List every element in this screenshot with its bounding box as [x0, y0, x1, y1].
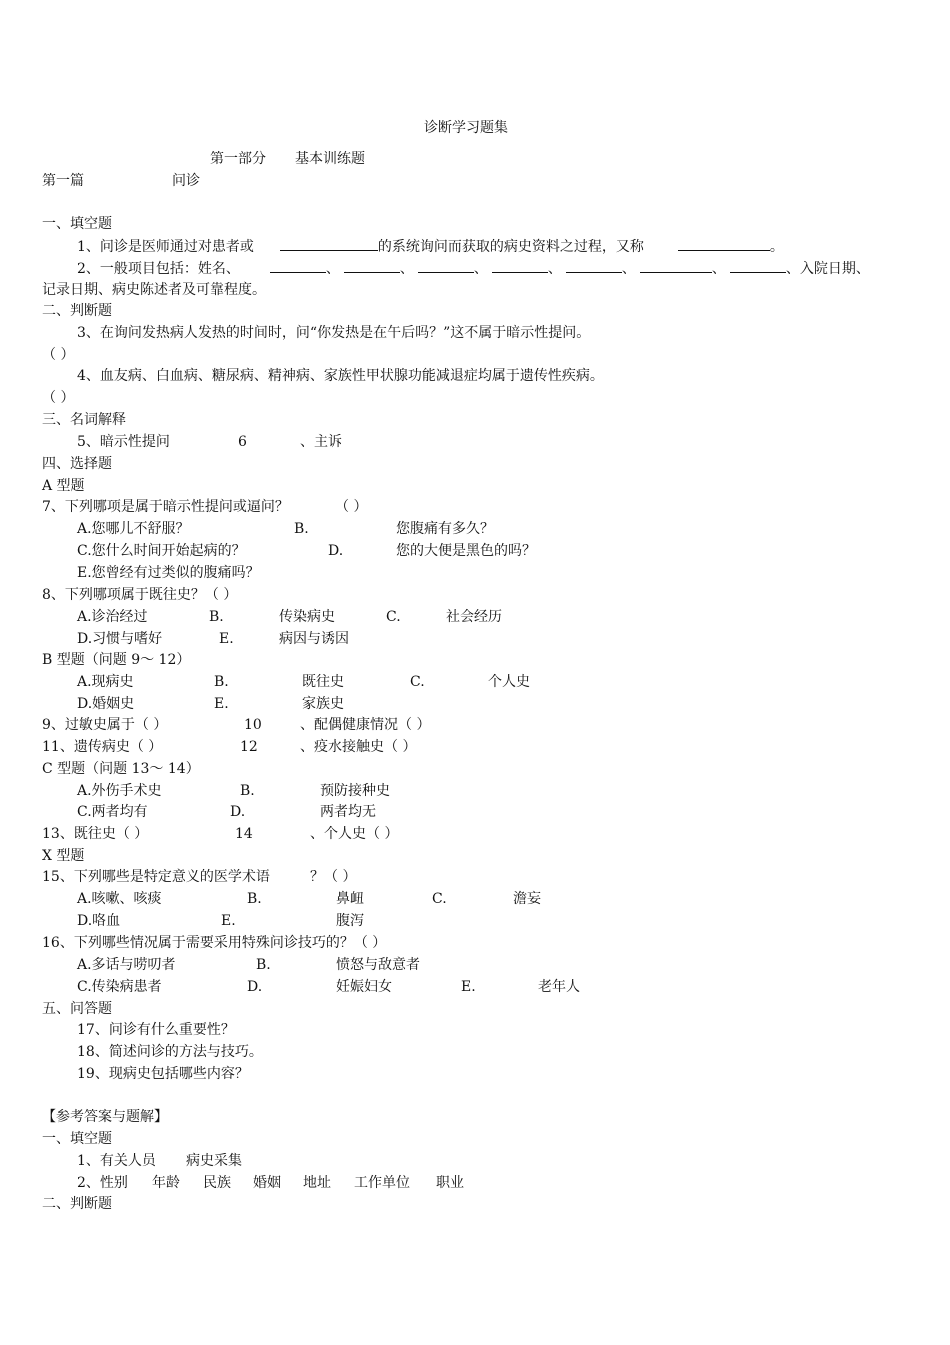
question-15: 15、下列哪些是特定意义的医学术语	[42, 869, 270, 885]
section-heading: 二、判断题	[42, 303, 112, 319]
option-c: 社会经历	[446, 609, 502, 625]
option-d: 妊娠妇女	[336, 979, 392, 995]
chapter-label: 第一篇	[42, 173, 84, 189]
section-heading: 二、判断题	[42, 1196, 112, 1212]
question-type-label: B 型题（问题 9～ 12）	[42, 652, 191, 668]
answer-2-item: 婚姻	[253, 1175, 281, 1191]
option-c: 个人史	[488, 674, 530, 690]
answer-paren: （ ）	[42, 347, 75, 363]
option-b-label: B.	[294, 521, 309, 537]
answer-blank	[566, 259, 622, 273]
answer-1: 1、有关人员	[77, 1153, 156, 1169]
question-10-number: 10	[244, 717, 262, 733]
section-heading: 一、填空题	[42, 216, 112, 232]
answer-1: 病史采集	[186, 1153, 242, 1169]
answer-paren: ？（ ）	[310, 869, 357, 885]
question-19: 19、现病史包括哪些内容？	[77, 1066, 249, 1082]
option-a: A.诊治经过	[77, 609, 148, 625]
answer-paren: （ ）	[42, 390, 75, 406]
answer-blank	[344, 259, 400, 273]
question-5: 5、暗示性提问	[77, 434, 170, 450]
section-heading: 五、问答题	[42, 1001, 112, 1017]
document-title: 诊断学习题集	[424, 120, 508, 136]
option-d-label: D.	[247, 979, 263, 995]
answer-blank	[280, 237, 378, 251]
answer-2-item: 地址	[303, 1175, 331, 1191]
part-subtitle: 基本训练题	[295, 151, 365, 167]
option-e: 腹泻	[336, 913, 364, 929]
answers-heading: 【参考答案与题解】	[42, 1109, 168, 1125]
answer-2-item: 2、性别	[77, 1175, 128, 1191]
option-d: D.婚姻史	[77, 696, 135, 712]
answer-2-item: 职业	[436, 1175, 464, 1191]
answer-blank	[492, 259, 548, 273]
question-14-number: 14	[235, 826, 253, 842]
question-12-number: 12	[240, 739, 258, 755]
option-d-label: D.	[230, 804, 246, 820]
question-4: 4、血友病、白血病、糖尿病、精神病、家族性甲状腺功能减退症均属于遗传性疾病。	[77, 368, 604, 384]
question-10-text: 、配偶健康情况（ ）	[300, 717, 431, 733]
question-type-label: A 型题	[42, 478, 85, 494]
question-7: 7、下列哪项是属于暗示性提问或逼问？	[42, 499, 289, 515]
option-b-label: B.	[256, 957, 271, 973]
question-8: 8、下列哪项属于既往史？（ ）	[42, 587, 238, 603]
part-title: 第一部分	[210, 151, 266, 167]
question-11: 11、遗传病史（ ）	[42, 739, 163, 755]
option-b: 预防接种史	[320, 783, 390, 799]
option-b: 既往史	[302, 674, 344, 690]
option-c-label: C.	[410, 674, 425, 690]
option-d: 您的大便是黑色的吗？	[396, 543, 536, 559]
option-d-label: D.	[328, 543, 344, 559]
question-3: 3、在询问发热病人发热的时间时，问“你发热是在午后吗？”这不属于暗示性提问。	[77, 325, 591, 341]
option-e: 老年人	[538, 979, 580, 995]
answer-blank	[640, 259, 712, 273]
answer-blank	[678, 237, 770, 251]
question-14-text: 、个人史（ ）	[310, 826, 399, 842]
option-b: 鼻衄	[336, 891, 364, 907]
answer-2-item: 工作单位	[354, 1175, 410, 1191]
option-e: 家族史	[302, 696, 344, 712]
option-c: 澹妄	[513, 891, 541, 907]
question-1	[77, 237, 784, 256]
section-heading: 三、名词解释	[42, 412, 126, 428]
chapter-title: 问诊	[172, 173, 200, 189]
question-12-text: 、疫水接触史（ ）	[300, 739, 417, 755]
option-a: A.现病史	[77, 674, 134, 690]
option-e-label: E.	[221, 913, 236, 929]
option-a: A.您哪儿不舒服？	[77, 521, 190, 537]
section-heading: 一、填空题	[42, 1131, 112, 1147]
question-18: 18、简述问诊的方法与技巧。	[77, 1044, 263, 1060]
option-b: 传染病史	[279, 609, 335, 625]
option-e: 病因与诱因	[279, 631, 349, 647]
option-a: A.多话与唠叨者	[77, 957, 176, 973]
option-a: A.外伤手术史	[77, 783, 162, 799]
question-text: 1、问诊是医师通过对患者或	[77, 239, 254, 255]
option-c-label: C.	[432, 891, 447, 907]
question-text: 2、一般项目包括：姓名、	[77, 261, 240, 277]
section-heading: 四、选择题	[42, 456, 112, 472]
option-e-label: E.	[219, 631, 234, 647]
question-17: 17、问诊有什么重要性？	[77, 1022, 235, 1038]
answer-paren: （ ）	[335, 499, 368, 515]
option-d: 两者均无	[320, 804, 376, 820]
question-type-label: C 型题（问题 13～ 14）	[42, 761, 200, 777]
option-e: E.您曾经有过类似的腹痛吗？	[77, 565, 260, 581]
question-9: 9、过敏史属于（ ）	[42, 717, 168, 733]
option-b: 您腹痛有多久？	[396, 521, 494, 537]
option-d: D.习惯与嗜好	[77, 631, 163, 647]
answer-2-item: 民族	[203, 1175, 231, 1191]
option-c: C.两者均有	[77, 804, 148, 820]
question-2: 2、一般项目包括：姓名、 、 、 、 、 、 、 、入院日期、	[77, 261, 870, 277]
option-a: A.咳嗽、咳痰	[77, 891, 162, 907]
option-b: 愤怒与敌意者	[336, 957, 420, 973]
option-d: D.咯血	[77, 913, 121, 929]
answer-2-item: 年龄	[152, 1175, 180, 1191]
question-6-text: 、主诉	[300, 434, 342, 450]
option-b-label: B.	[247, 891, 262, 907]
option-b-label: B.	[214, 674, 229, 690]
option-c: C.传染病患者	[77, 979, 162, 995]
question-6-number: 6	[238, 434, 247, 450]
answer-blank	[418, 259, 474, 273]
question-2-continued: 记录日期、病史陈述者及可靠程度。	[42, 282, 266, 298]
option-b-label: B.	[240, 783, 255, 799]
option-c: C.您什么时间开始起病的？	[77, 543, 246, 559]
answer-blank	[270, 259, 326, 273]
option-e-label: E.	[214, 696, 229, 712]
question-13: 13、既往史（ ）	[42, 826, 149, 842]
option-e-label: E.	[461, 979, 476, 995]
question-text: 的系统询问而获取的病史资料之过程，又称	[377, 239, 644, 255]
question-text: 。	[769, 239, 784, 255]
question-type-label: X 型题	[42, 848, 85, 864]
option-c-label: C.	[386, 609, 401, 625]
question-16: 16、下列哪些情况属于需要采用特殊问诊技巧的？（ ）	[42, 935, 387, 951]
option-b-label: B.	[209, 609, 224, 625]
answer-blank	[730, 259, 786, 273]
